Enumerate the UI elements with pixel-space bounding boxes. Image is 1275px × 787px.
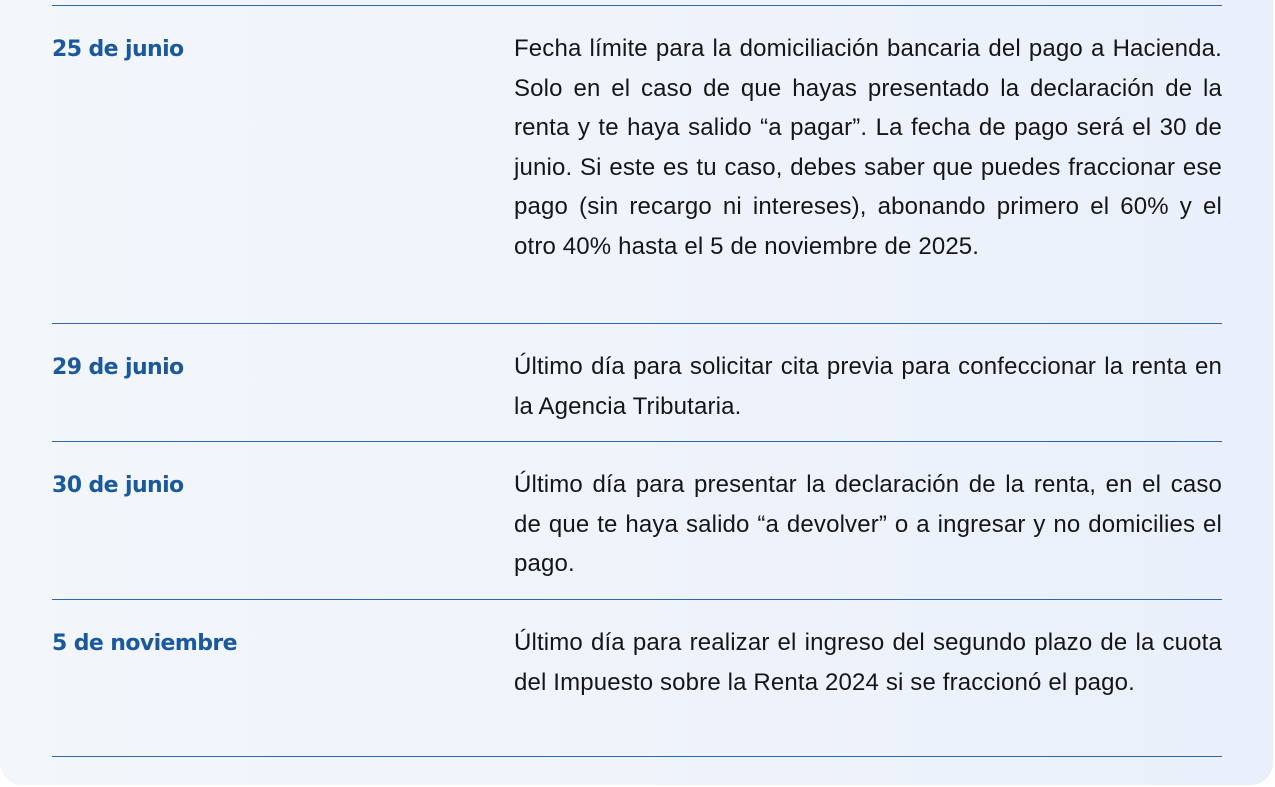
- row-description: Fecha límite para la domiciliación bancaria del pago a Hacienda. Solo en el caso de que hayas presentado la declaración de la renta y te haya salido “a pagar”. La fecha de pago será el 30 de junio. Si este es tu caso, debes saber que puedes fraccionar ese pago (sin recargo ni intereses), abonando primero el 60% y el otro 40% hasta el 5 de noviembre de 2025.: [514, 35, 1222, 260]
- table-row: [52, 323, 1222, 441]
- row-date: 5 de noviembre: [52, 631, 237, 656]
- table-row: [52, 441, 1222, 599]
- tax-calendar-table: [52, 5, 1222, 757]
- row-date: 25 de junio: [52, 37, 184, 62]
- row-description: Último día para presentar la declaración de la renta, en el caso de que te haya salido “a devolver” o a ingresar y no domicilies el pago.: [514, 471, 1222, 577]
- table-row: [52, 599, 1222, 757]
- row-description: Último día para realizar el ingreso del segundo plazo de la cuota del Impuesto sobre la Renta 2024 si se fraccionó el pago.: [514, 629, 1222, 696]
- table-row: [52, 5, 1222, 323]
- row-date: 30 de junio: [52, 473, 184, 498]
- row-description: Último día para solicitar cita previa para confeccionar la renta en la Agencia Tributaria.: [514, 353, 1222, 420]
- row-date: 29 de junio: [52, 355, 184, 380]
